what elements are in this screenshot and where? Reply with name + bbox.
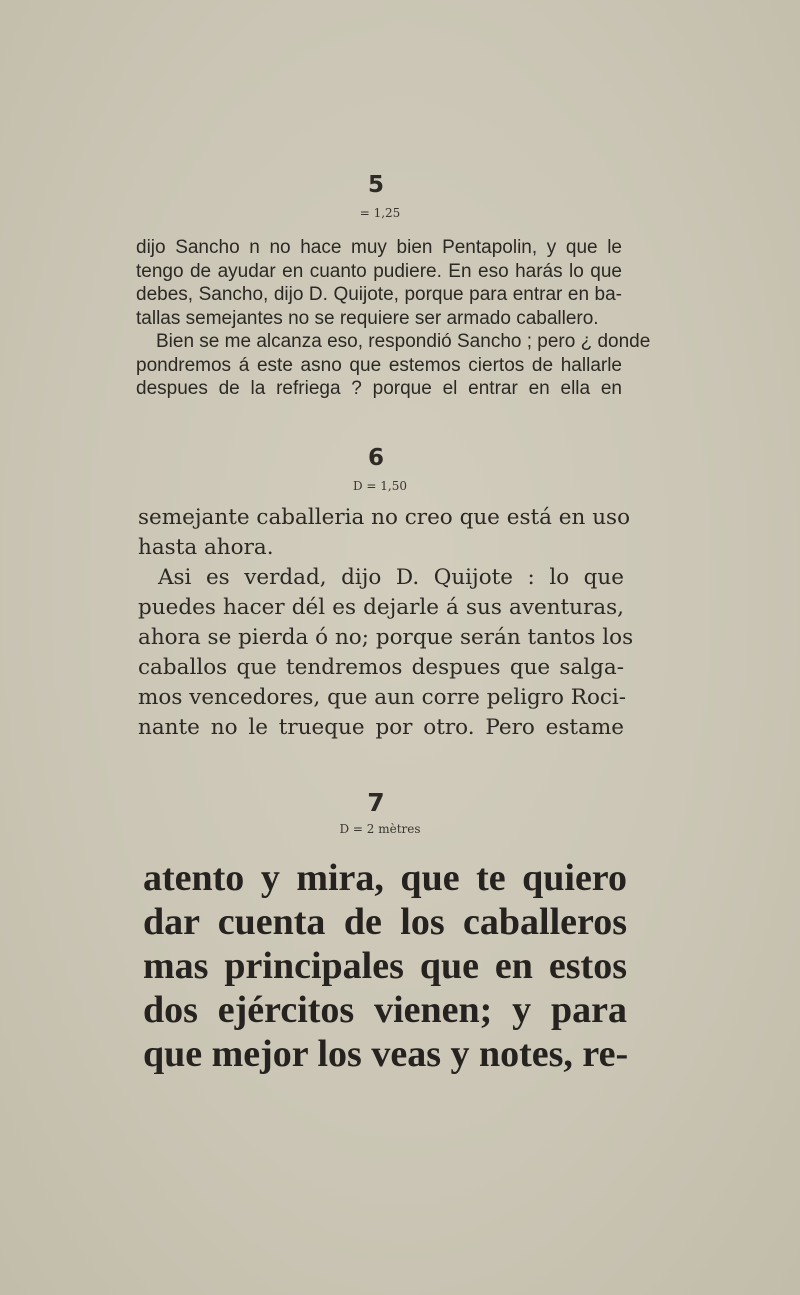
text-line: nante no le trueque por otro. Pero estame (138, 715, 624, 740)
text-block-small (136, 236, 651, 401)
text-line: ahora se pierda ó no; porque serán tantos los (138, 625, 634, 650)
text-block-medium (138, 503, 634, 743)
text-block-large (143, 856, 627, 1076)
text-line: semejante caballeria no creo que está en uso (138, 505, 631, 530)
text-line: tengo de ayudar en cuanto pudiere. En eso harás lo que (136, 260, 622, 282)
text-line: mas principales que en estos (143, 945, 627, 987)
section-number-6: 6 (367, 445, 384, 471)
text-line: debes, Sancho, dijo D. Quijote, porque para entrar en ba- (136, 284, 622, 305)
text-line: dijo Sancho n no hace muy bien Pentapolin, y que le (136, 237, 622, 258)
text-line: mos vencedores, que aun corre peligro Roci- (138, 685, 627, 710)
text-line: Asi es verdad, dijo D. Quijote : lo que (158, 565, 624, 590)
text-line: puedes hacer dél es dejarle á sus aventuras, (138, 595, 624, 620)
text-line: caballos que tendremos despues que salga- (138, 655, 624, 680)
text-line: atento y mira, que te quiero (143, 857, 627, 899)
text-line: despues de la refriega ? porque el entrar en ella en (136, 378, 622, 399)
distance-formula-6: D = 1,50 (352, 479, 408, 493)
text-line: que mejor los veas y notes, re- (143, 1033, 629, 1075)
text-line: dos ejércitos vienen; y para (143, 989, 627, 1031)
section-number-7: 7 (367, 788, 385, 817)
text-line: Bien se me alcanza eso, respondió Sancho ; pero ¿ donde (156, 331, 651, 352)
text-line: pondremos á este asno que estemos ciertos de hallarle (136, 354, 622, 376)
text-line: tallas semejantes no se requiere ser armado caballero. (136, 307, 599, 329)
text-line: dar cuenta de los caballeros (143, 901, 627, 943)
text-line: hasta ahora. (138, 535, 274, 560)
section-number-5: 5 (367, 172, 384, 198)
distance-formula-5: = 1,25 (359, 206, 401, 220)
distance-formula-7: D = 2 mètres (339, 822, 421, 836)
